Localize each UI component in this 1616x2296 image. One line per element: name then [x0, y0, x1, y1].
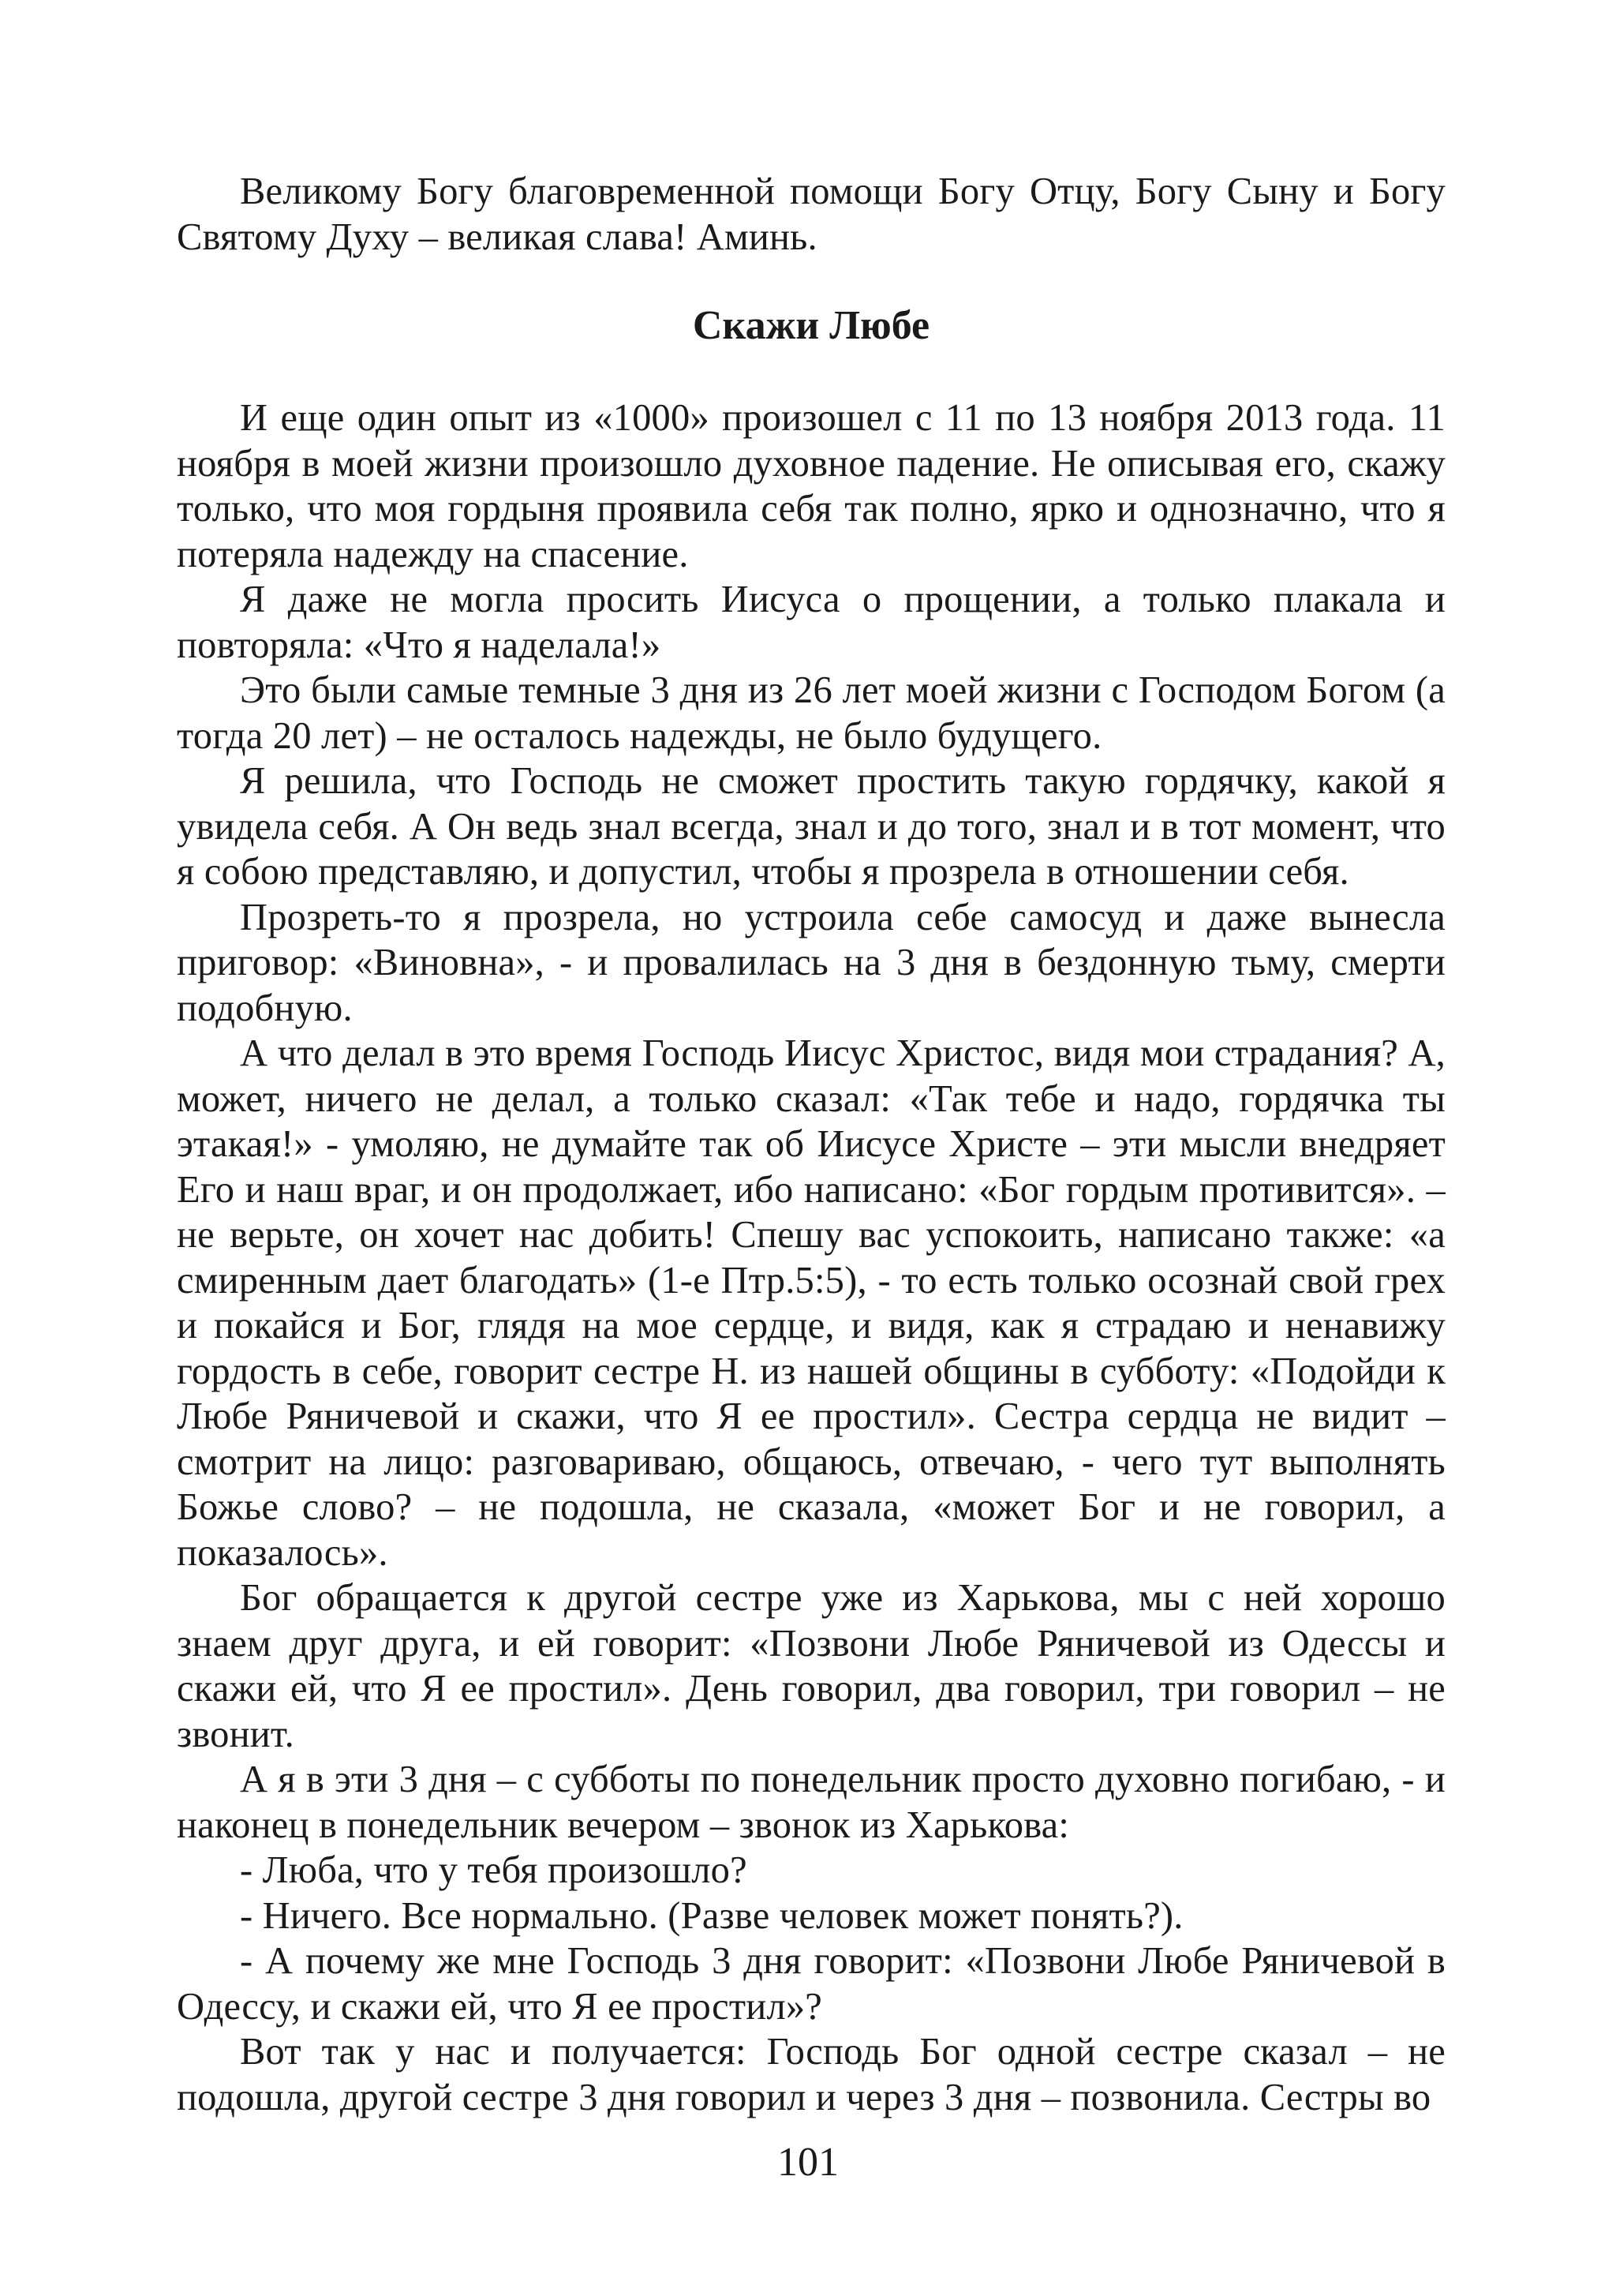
- paragraph: Я даже не могла просить Иисуса о прощении, а только плакала и повторяла: «Что я наделала!»: [177, 579, 1446, 666]
- page-number: 101: [777, 2140, 839, 2185]
- paragraph: Вот так у нас и получается: Господь Бог одной сестре сказал – не подошла, другой сестре 3 дня говорил и через 3 дня – позвонила. Сестры во: [177, 2031, 1446, 2118]
- paragraph: Я решила, что Господь не сможет простить такую гордячку, какой я увидела себя. А Он ведь знал всегда, знал и до того, знал и в тот момент, что я собою представляю, и допустил, чтобы я прозрела в отношении себя.: [177, 760, 1446, 893]
- dialogue-line: - А почему же мне Господь 3 дня говорит: «Позвони Любе Ряничевой в Одессу, и скажи ей, что Я ее простил»?: [177, 1940, 1446, 2028]
- intro-paragraph: Великому Богу благовременной помощи Богу Отцу, Богу Сыну и Богу Святому Духу – великая слава! Аминь.: [177, 170, 1446, 258]
- paragraph: Это были самые темные 3 дня из 26 лет моей жизни с Господом Богом (а тогда 20 лет) – не осталось надежды, не было будущего.: [177, 669, 1446, 757]
- section-title: Скажи Любе: [692, 303, 930, 348]
- dialogue-line: - Ничего. Все нормально. (Разве человек может понять?).: [240, 1894, 1184, 1937]
- paragraph: Бог обращается к другой сестре уже из Харькова, мы с ней хорошо знаем друг друга, и ей говорит: «Позвони Любе Ряничевой из Одессы и скажи ей, что Я ее простил». День говорил, два говорил, три говорил – не звонит.: [177, 1577, 1446, 1755]
- paragraph: Прозреть-то я прозрела, но устроила себе самосуд и даже вынесла приговор: «Виновна», - и провалилась на 3 дня в бездонную тьму, смерти подобную.: [177, 896, 1446, 1029]
- paragraph: А что делал в это время Господь Иисус Христос, видя мои страдания? А, может, ничего не делал, а только сказал: «Так тебе и надо, гордячка ты этакая!» - умоляю, не думайте так об Иисусе Христе – эти мысли внедряет Его и наш враг, и он продолжает, ибо написано: «Бог гордым противится». – не верьте, он хочет нас добить! Спешу вас успокоить, написано также: «а смиренным дает благодать» (1-е Птр.5:5), - то есть только осознай свой грех и покайся и Бог, глядя на мое сердце, и видя, как я страдаю и ненавижу гордость в себе, говорит сестре Н. из нашей общины в субботу: «Подойди к Любе Ряничевой и скажи, что Я ее простил». Сестра сердца не видит – смотрит на лицо: разговариваю, общаюсь, отвечаю, - чего тут выполнять Божье слово? – не подошла, не сказала, «может Бог и не говорил, а показалось».: [177, 1032, 1446, 1574]
- paragraph: И еще один опыт из «1000» произошел с 11 по 13 ноября 2013 года. 11 ноября в моей жизни произошло духовное падение. Не описывая его, скажу только, что моя гордыня проявила себя так полно, ярко и однозначно, что я потеряла надежду на спасение.: [177, 397, 1446, 575]
- page-body: [177, 169, 1446, 2120]
- dialogue-line: - Люба, что у тебя произошло?: [240, 1849, 747, 1891]
- paragraph: А я в эти 3 дня – с субботы по понедельник просто духовно погибаю, - и наконец в понедельник вечером – звонок из Харькова:: [177, 1759, 1446, 1846]
